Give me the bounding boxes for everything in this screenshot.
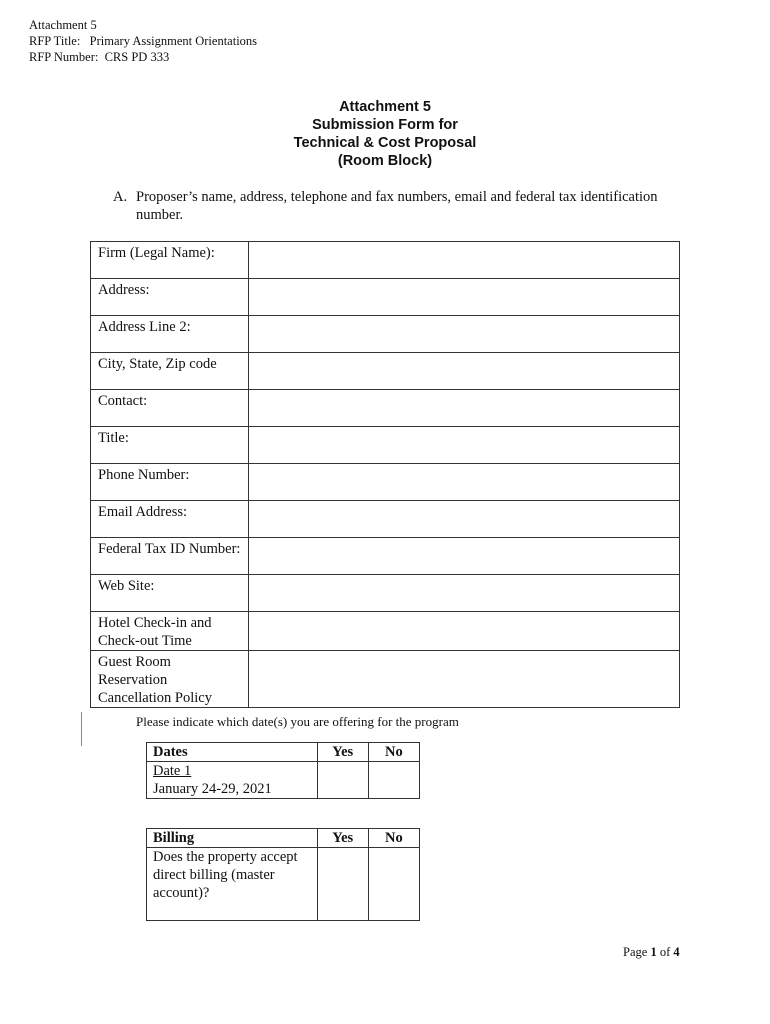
table-row [91, 651, 680, 708]
page-title [0, 98, 770, 170]
row-label-federal-tax-id: Federal Tax ID Number: [91, 538, 249, 575]
table-row [91, 390, 680, 427]
row-label-contact: Contact: [91, 390, 249, 427]
table-row [91, 538, 680, 575]
title-line-4: (Room Block) [337, 153, 433, 169]
title-line-2: Submission Form for [312, 117, 458, 133]
field-federal-tax-id[interactable] [249, 538, 680, 575]
dates-yes-header: Yes [317, 743, 368, 762]
billing-no-header: No [368, 829, 419, 848]
total-pages: 4 [673, 945, 680, 959]
billing-header: Billing [147, 829, 318, 848]
date-1-title: Date 1 [153, 763, 192, 779]
row-label-phone: Phone Number: [91, 464, 249, 501]
field-email[interactable] [249, 501, 680, 538]
row-label-address: Address: [91, 279, 249, 316]
date-1-yes-cell[interactable] [317, 762, 368, 799]
document-header [29, 17, 257, 65]
header-rfp-title: RFP Title: Primary Assignment Orientations [29, 34, 258, 48]
page-word: Page [623, 945, 648, 959]
field-city-state-zip[interactable] [249, 353, 680, 390]
table-row [91, 575, 680, 612]
header-attachment: Attachment 5 [29, 18, 97, 32]
field-firm[interactable] [249, 242, 680, 279]
billing-yes-header: Yes [317, 829, 368, 848]
billing-question: Does the property accept direct billing (master account)? [147, 848, 318, 921]
proposer-info-table [90, 241, 680, 708]
table-row [91, 501, 680, 538]
dates-header: Dates [147, 743, 318, 762]
field-website[interactable] [249, 575, 680, 612]
table-row [91, 316, 680, 353]
field-address-line-2[interactable] [249, 316, 680, 353]
dates-instruction: Please indicate which date(s) you are offering for the program [136, 714, 459, 729]
table-row [91, 464, 680, 501]
date-1-cell [147, 762, 318, 799]
of-word: of [659, 945, 671, 959]
table-row [91, 427, 680, 464]
row-label-email: Email Address: [91, 501, 249, 538]
row-label-check-in-out: Hotel Check-in and Check-out Time [91, 612, 249, 651]
section-a [113, 188, 693, 224]
row-label-cancellation-policy: Guest Room Reservation Cancellation Policy [91, 651, 249, 708]
field-address[interactable] [249, 279, 680, 316]
field-phone[interactable] [249, 464, 680, 501]
row-label-address-line-2: Address Line 2: [91, 316, 249, 353]
table-row [91, 279, 680, 316]
billing-table [146, 828, 420, 921]
current-page: 1 [650, 945, 657, 959]
row-label-title: Title: [91, 427, 249, 464]
field-cancellation-policy[interactable] [249, 651, 680, 708]
row-label-city-state-zip: City, State, Zip code [91, 353, 249, 390]
row-label-firm: Firm (Legal Name): [91, 242, 249, 279]
table-row [147, 848, 420, 921]
table-row [91, 242, 680, 279]
header-rfp-number: RFP Number: CRS PD 333 [29, 50, 170, 64]
section-a-marker: A. [113, 189, 128, 205]
field-check-in-out[interactable] [249, 612, 680, 651]
section-a-text: Proposer’s name, address, telephone and fax numbers, email and federal tax identification number. [136, 189, 658, 223]
dates-no-header: No [368, 743, 419, 762]
table-header-row [147, 743, 420, 762]
date-1-range: January 24-29, 2021 [153, 781, 272, 797]
page-number [623, 944, 680, 960]
billing-yes-cell[interactable] [317, 848, 368, 921]
billing-no-cell[interactable] [368, 848, 419, 921]
margin-bar [81, 712, 82, 746]
date-1-no-cell[interactable] [368, 762, 419, 799]
field-title[interactable] [249, 427, 680, 464]
table-row [91, 353, 680, 390]
field-contact[interactable] [249, 390, 680, 427]
row-label-website: Web Site: [91, 575, 249, 612]
title-line-3: Technical & Cost Proposal [293, 135, 477, 151]
table-row [91, 612, 680, 651]
table-header-row [147, 829, 420, 848]
title-line-1: Attachment 5 [339, 99, 431, 115]
table-row [147, 762, 420, 799]
dates-table [146, 742, 420, 799]
